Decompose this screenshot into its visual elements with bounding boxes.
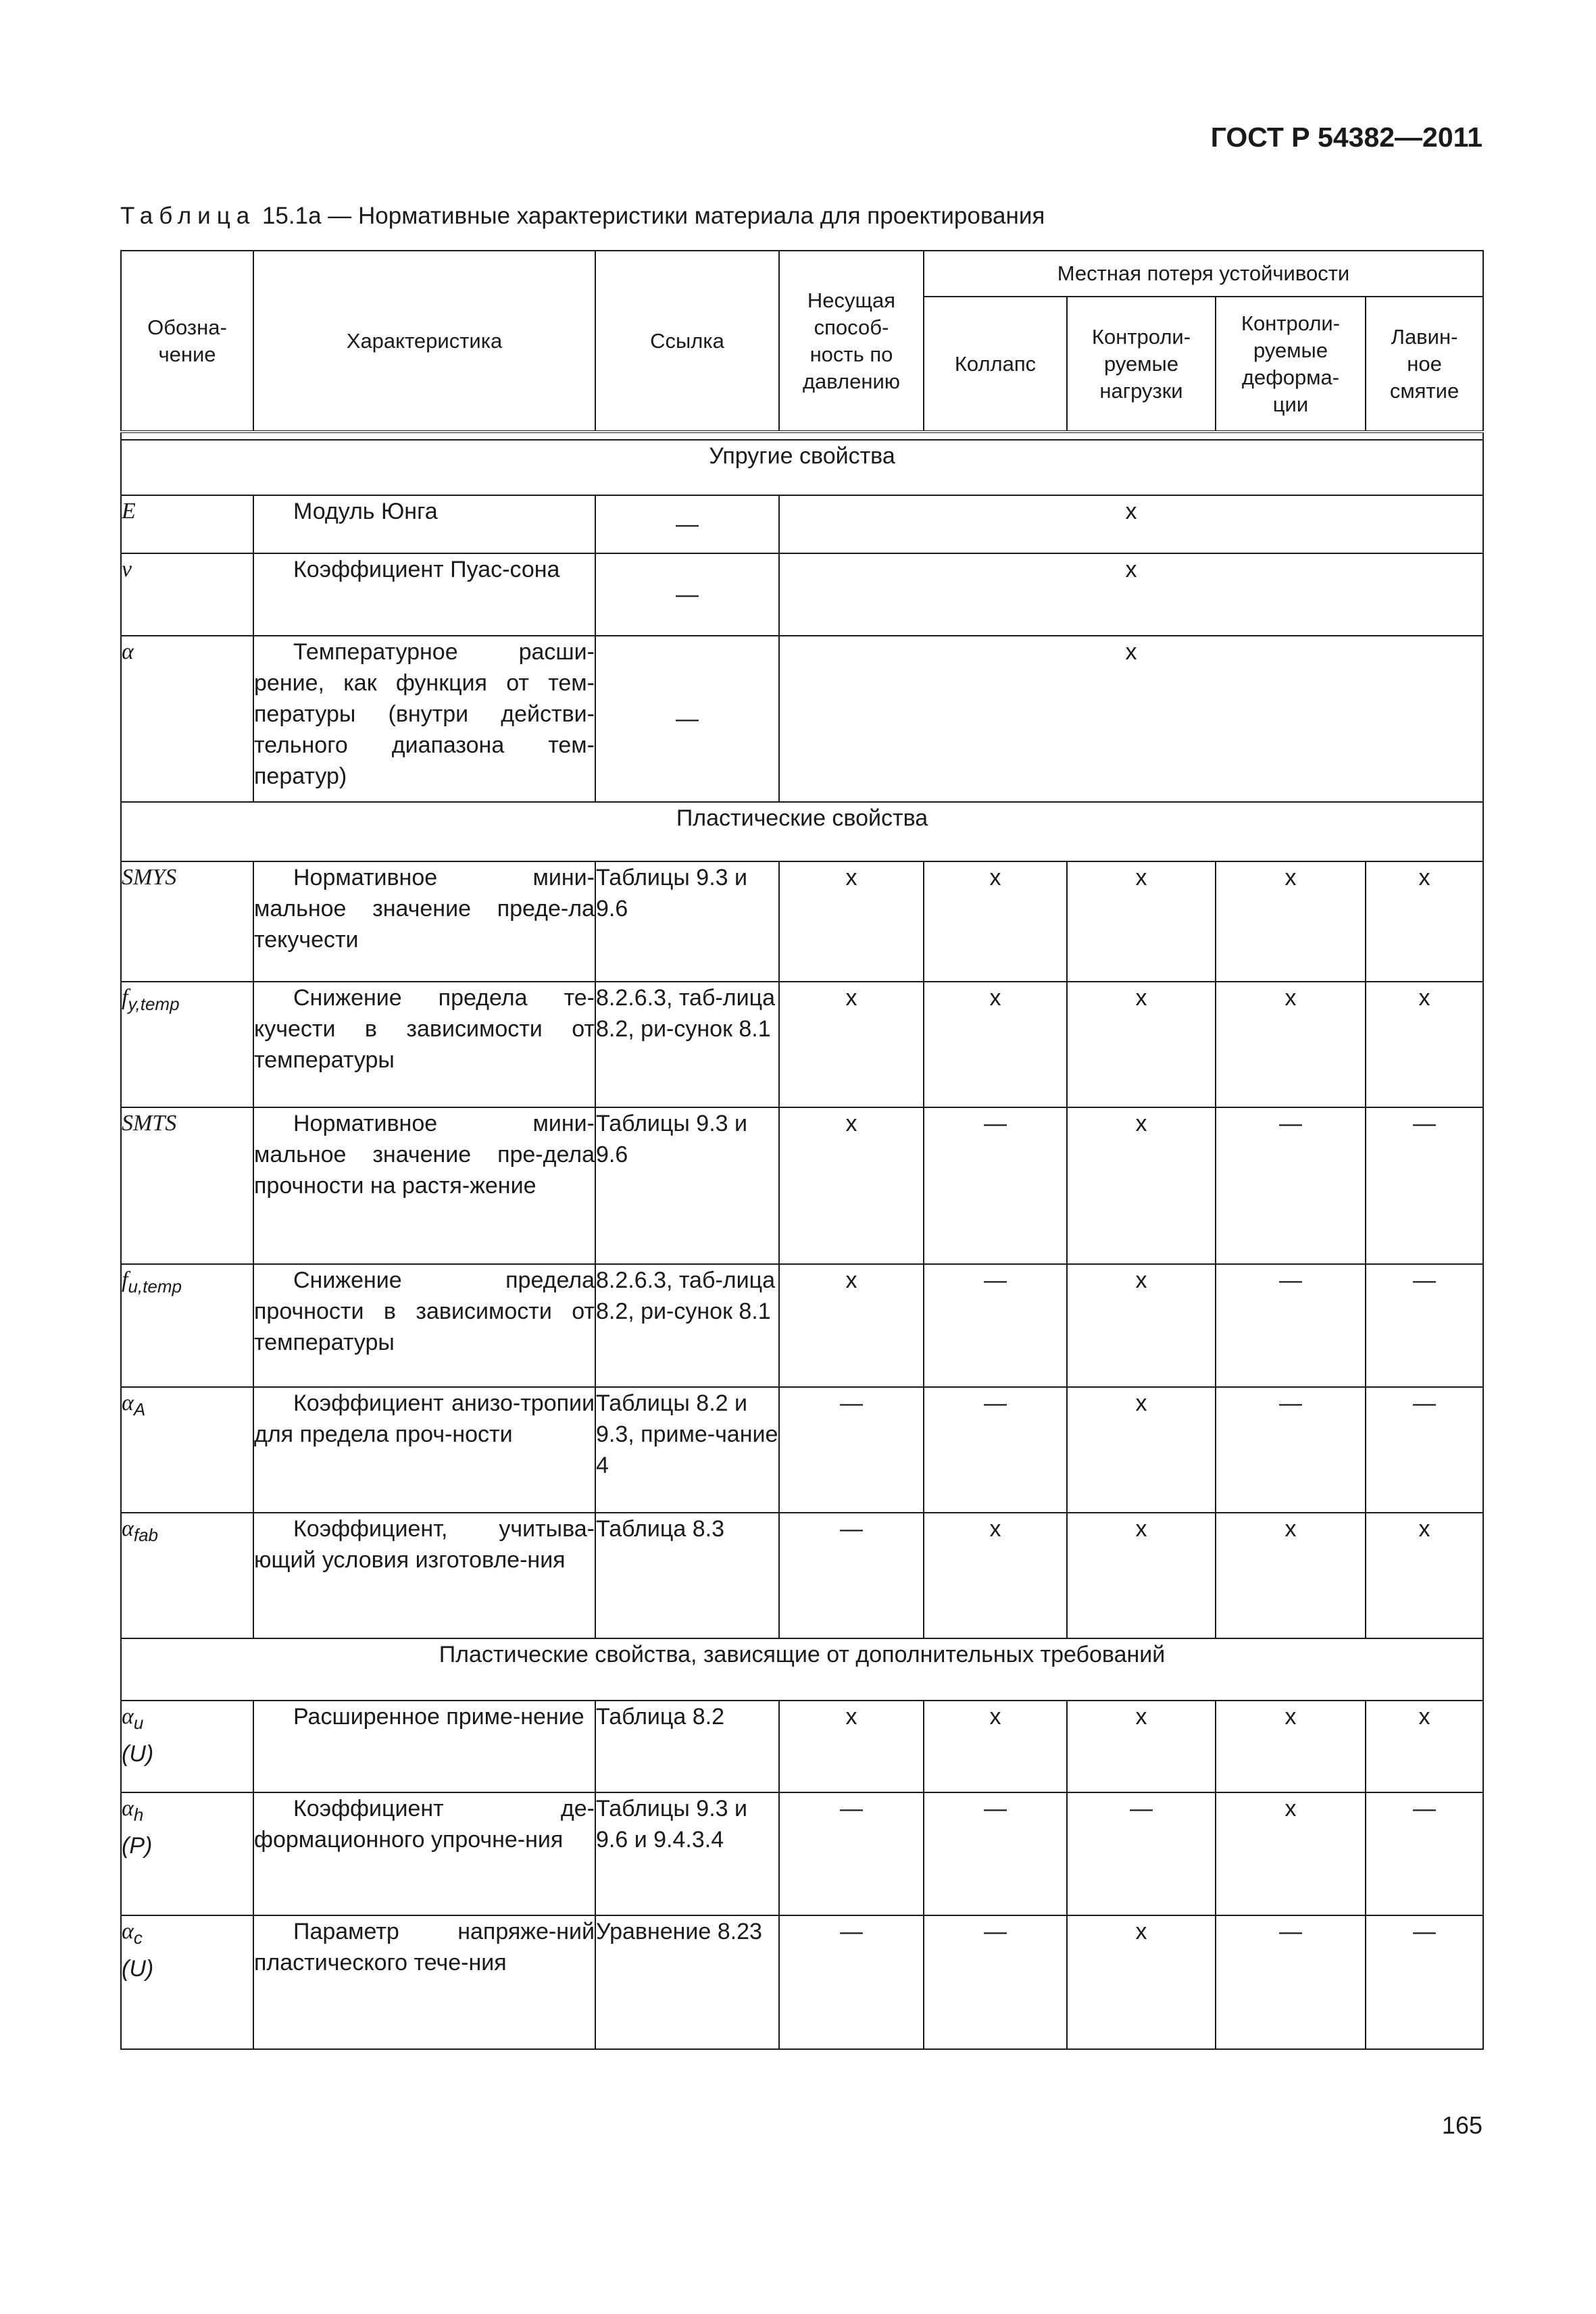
applicability-mark: — [1366, 1264, 1483, 1387]
characteristic-cell [253, 1107, 595, 1264]
applicability-mark: — [1067, 1792, 1216, 1915]
applicability-mark: — [924, 1264, 1067, 1387]
header-collapse: Коллапс [924, 297, 1067, 432]
applicability-mark: x [1067, 1264, 1216, 1387]
reference-cell: Таблицы 9.3 и 9.6 [595, 1107, 779, 1264]
table-row [121, 1513, 1483, 1638]
symbol-cell [121, 553, 253, 636]
characteristic-cell [253, 1513, 595, 1638]
characteristic-cell [253, 982, 595, 1107]
section-row [121, 802, 1483, 861]
symbol-subscript: fab [133, 1524, 159, 1545]
symbol-subscript: A [133, 1399, 146, 1419]
symbol-subscript: y,temp [128, 993, 180, 1014]
applicability-mark: x [1067, 861, 1216, 982]
applicability-mark: x [1366, 1513, 1483, 1638]
symbol-tag: (U) [122, 1740, 154, 1767]
applicability-mark: x [1067, 1701, 1216, 1792]
characteristic-text: Нормативное мини-мальное значение преде-ла текучести [254, 865, 595, 953]
symbol-cell [121, 1107, 253, 1264]
table-row [121, 1915, 1483, 2049]
table-caption [120, 203, 1045, 230]
header-controlled-deformations: Контроли- руемые деформа- ции [1216, 297, 1366, 432]
applicability-mark: x [779, 982, 924, 1107]
table-row [121, 1387, 1483, 1513]
symbol: α [122, 1796, 134, 1821]
table-row [121, 553, 1483, 636]
reference-cell: 8.2.6.3, таб-лица 8.2, ри-сунок 8.1 [595, 982, 779, 1107]
header-row-1 [121, 251, 1483, 297]
document-header: ГОСТ Р 54382—2011 [1210, 122, 1482, 153]
symbol-cell [121, 636, 253, 802]
applicability-mark: x [924, 1701, 1067, 1792]
symbol: f [122, 985, 128, 1010]
characteristic-cell [253, 636, 595, 802]
symbol-cell [121, 1701, 253, 1792]
characteristic-cell [253, 861, 595, 982]
section-title: Пластические свойства [121, 802, 1483, 861]
applicability-mark: x [779, 553, 1483, 636]
caption-text: 15.1а — Нормативные характеристики материала для проектирования [255, 203, 1045, 229]
reference-cell: Уравнение 8.23 [595, 1915, 779, 2049]
characteristic-text: Снижение предела те-кучести в зависимости от температуры [254, 985, 595, 1073]
reference-cell: — [595, 495, 779, 553]
symbol: E [122, 499, 136, 524]
characteristic-text: Коэффициент Пуас-сона [293, 557, 560, 582]
applicability-mark: — [1216, 1107, 1366, 1264]
symbol-cell [121, 982, 253, 1107]
characteristic-cell [253, 1792, 595, 1915]
header-bearing-capacity: Несущая способ- ность по давлению [779, 251, 924, 432]
symbol-tag: (U) [122, 1955, 154, 1982]
header-reference: Ссылка [595, 251, 779, 432]
symbol: α [122, 1390, 134, 1415]
symbol-cell [121, 1792, 253, 1915]
reference-cell: — [595, 553, 779, 636]
characteristic-cell [253, 1915, 595, 2049]
applicability-mark: — [924, 1107, 1067, 1264]
characteristic-text: Температурное расши-рение, как функция от тем-пературы (внутри действи-тельного диапазона тем-ператур) [254, 639, 595, 789]
symbol-cell [121, 1513, 253, 1638]
symbol: α [122, 639, 134, 664]
header-controlled-loads: Контроли- руемые нагрузки [1067, 297, 1216, 432]
applicability-mark: — [1366, 1915, 1483, 2049]
section-row [121, 440, 1483, 495]
table-row [121, 982, 1483, 1107]
applicability-mark: — [1366, 1107, 1483, 1264]
applicability-mark: — [1216, 1915, 1366, 2049]
caption-label: Таблица [120, 203, 256, 229]
characteristic-cell [253, 1701, 595, 1792]
applicability-mark: — [1366, 1387, 1483, 1513]
table-row [121, 636, 1483, 802]
header-symbol: Обозна- чение [121, 251, 253, 432]
symbol-cell [121, 1915, 253, 2049]
applicability-mark: x [1067, 982, 1216, 1107]
characteristic-text: Модуль Юнга [293, 499, 438, 524]
applicability-mark: x [1366, 1701, 1483, 1792]
symbol-cell [121, 495, 253, 553]
applicability-mark: — [779, 1915, 924, 2049]
characteristic-text: Коэффициент анизо-тропии для предела проч-ности [254, 1390, 595, 1447]
applicability-mark: x [1067, 1387, 1216, 1513]
header-separator [121, 432, 1483, 440]
applicability-mark: x [779, 636, 1483, 802]
applicability-mark: — [1216, 1387, 1366, 1513]
symbol-subscript: h [133, 1804, 144, 1825]
characteristic-text: Параметр напряже-ний пластического тече-ния [254, 1919, 595, 1976]
characteristic-cell [253, 553, 595, 636]
applicability-mark: x [779, 495, 1483, 553]
section-row [121, 1638, 1483, 1701]
applicability-mark: x [779, 861, 924, 982]
characteristic-text: Коэффициент, учитыва-ющий условия изготовле-ния [254, 1516, 595, 1573]
characteristic-cell [253, 495, 595, 553]
symbol: α [122, 1704, 134, 1729]
reference-cell: Таблицы 9.3 и 9.6 [595, 861, 779, 982]
page-number: 165 [1441, 2111, 1482, 2139]
applicability-mark: x [1067, 1107, 1216, 1264]
applicability-mark: x [1366, 982, 1483, 1107]
applicability-mark: x [924, 861, 1067, 982]
spec-table [120, 250, 1484, 2050]
symbol: SMYS [122, 865, 177, 890]
applicability-mark: x [924, 982, 1067, 1107]
header-characteristic: Характеристика [253, 251, 595, 432]
symbol-subscript: u [133, 1712, 144, 1733]
symbol-tag: (P) [122, 1832, 153, 1859]
applicability-mark: x [779, 1107, 924, 1264]
symbol: ν [122, 557, 132, 582]
symbol-subscript: u,temp [128, 1276, 182, 1297]
applicability-mark: x [1067, 1915, 1216, 2049]
applicability-mark: x [1067, 1513, 1216, 1638]
table-row [121, 1264, 1483, 1387]
symbol-cell [121, 861, 253, 982]
reference-cell: — [595, 636, 779, 802]
applicability-mark: — [924, 1915, 1067, 2049]
reference-cell: 8.2.6.3, таб-лица 8.2, ри-сунок 8.1 [595, 1264, 779, 1387]
characteristic-cell [253, 1264, 595, 1387]
applicability-mark: — [779, 1792, 924, 1915]
table-row [121, 861, 1483, 982]
symbol: SMTS [122, 1111, 177, 1136]
applicability-mark: — [924, 1792, 1067, 1915]
characteristic-cell [253, 1387, 595, 1513]
characteristic-text: Нормативное мини-мальное значение пре-дела прочности на растя-жение [254, 1111, 595, 1199]
applicability-mark: — [779, 1387, 924, 1513]
section-title: Упругие свойства [121, 440, 1483, 495]
reference-cell: Таблица 8.3 [595, 1513, 779, 1638]
table-row [121, 1792, 1483, 1915]
applicability-mark: x [1216, 861, 1366, 982]
applicability-mark: x [1216, 1701, 1366, 1792]
symbol-subscript: c [133, 1927, 143, 1948]
symbol: α [122, 1516, 134, 1541]
reference-cell: Таблица 8.2 [595, 1701, 779, 1792]
table-row [121, 1701, 1483, 1792]
applicability-mark: — [1366, 1792, 1483, 1915]
applicability-mark: x [1366, 861, 1483, 982]
applicability-mark: x [779, 1701, 924, 1792]
applicability-mark: x [1216, 1513, 1366, 1638]
applicability-mark: x [924, 1513, 1067, 1638]
symbol-cell [121, 1264, 253, 1387]
symbol: α [122, 1919, 134, 1944]
section-title: Пластические свойства, зависящие от дополнительных требований [121, 1638, 1483, 1701]
applicability-mark: x [1216, 1792, 1366, 1915]
table-row [121, 495, 1483, 553]
header-local-buckling: Местная потеря устойчивости [924, 251, 1483, 297]
applicability-mark: x [779, 1264, 924, 1387]
symbol: f [122, 1267, 128, 1292]
applicability-mark: x [1216, 982, 1366, 1107]
applicability-mark: — [779, 1513, 924, 1638]
reference-cell: Таблицы 9.3 и 9.6 и 9.4.3.4 [595, 1792, 779, 1915]
reference-cell: Таблицы 8.2 и 9.3, приме-чание 4 [595, 1387, 779, 1513]
characteristic-text: Коэффициент де-формационного упрочне-ния [254, 1796, 595, 1853]
characteristic-text: Расширенное приме-нение [293, 1704, 584, 1730]
characteristic-text: Снижение предела прочности в зависимости от температуры [254, 1267, 595, 1355]
symbol-cell [121, 1387, 253, 1513]
applicability-mark: — [1216, 1264, 1366, 1387]
table-row [121, 1107, 1483, 1264]
applicability-mark: — [924, 1387, 1067, 1513]
header-avalanche-collapse: Лавин- ное смятие [1366, 297, 1483, 432]
